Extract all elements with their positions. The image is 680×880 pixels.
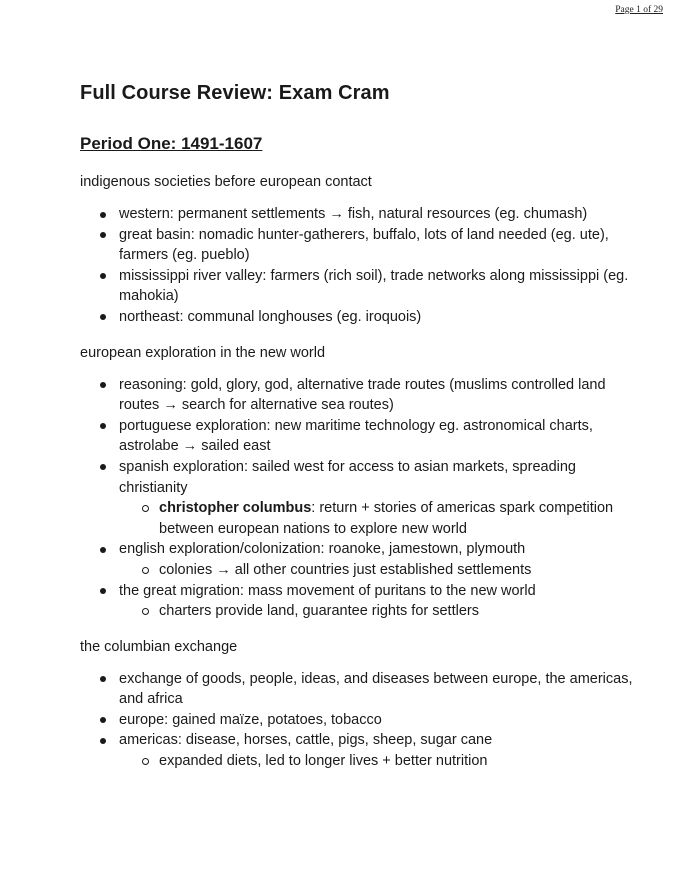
sub-bullet-item: expanded diets, led to longer lives + better nutrition	[159, 751, 640, 772]
sub-list	[119, 498, 640, 539]
sub-bullet-item: colonies → all other countries just established settlements	[159, 560, 640, 581]
bold-term: christopher columbus	[159, 500, 312, 517]
bullet-list-columbian-exchange	[80, 669, 640, 772]
bullet-item	[119, 581, 640, 622]
bullet-item: great basin: nomadic hunter-gatherers, buffalo, lots of land needed (eg. ute), farmers (eg. pueblo)	[119, 225, 640, 266]
bullet-item: western: permanent settlements → fish, natural resources (eg. chumash)	[119, 204, 640, 225]
document-body	[80, 80, 640, 784]
bullet-text: spanish exploration: sailed west for access to asian markets, spreading christianity	[119, 458, 576, 496]
sub-bullet-item	[159, 498, 640, 539]
bullet-item: reasoning: gold, glory, god, alternative trade routes (muslims controlled land routes → search for alternative sea routes)	[119, 375, 640, 416]
bullet-item: mississippi river valley: farmers (rich soil), trade networks along mississippi (eg. mahokia)	[119, 266, 640, 307]
sub-list	[119, 560, 640, 581]
bullet-item: portuguese exploration: new maritime technology eg. astronomical charts, astrolabe → sailed east	[119, 416, 640, 457]
bullet-item: northeast: communal longhouses (eg. iroquois)	[119, 307, 640, 328]
bullet-item: europe: gained maïze, potatoes, tobacco	[119, 710, 640, 731]
bullet-item	[119, 730, 640, 771]
section-heading-columbian-exchange: the columbian exchange	[80, 638, 238, 655]
sub-bullet-item: charters provide land, guarantee rights for settlers	[159, 601, 640, 622]
period-heading: Period One: 1491-1607	[80, 134, 263, 153]
sub-list	[119, 601, 640, 622]
bullet-list-exploration	[80, 375, 640, 622]
section-heading-exploration: european exploration in the new world	[80, 344, 326, 361]
bullet-text: english exploration/colonization: roanoke, jamestown, plymouth	[119, 541, 526, 558]
sub-list	[119, 751, 640, 772]
document-title: Full Course Review: Exam Cram	[80, 82, 390, 104]
bullet-item	[119, 457, 640, 539]
bullet-item	[119, 539, 640, 580]
sub-bullet-text: : return + stories of americas spark competition between european nations to explore new world	[159, 500, 614, 537]
bullet-text: the great migration: mass movement of puritans to the new world	[119, 582, 536, 599]
bullet-item: exchange of goods, people, ideas, and diseases between europe, the americas, and africa	[119, 669, 640, 710]
section-heading-indigenous: indigenous societies before european contact	[80, 174, 372, 190]
page-number: Page 1 of 29	[615, 5, 663, 15]
bullet-text: americas: disease, horses, cattle, pigs, sheep, sugar cane	[119, 732, 493, 749]
bullet-list-indigenous	[80, 204, 640, 328]
